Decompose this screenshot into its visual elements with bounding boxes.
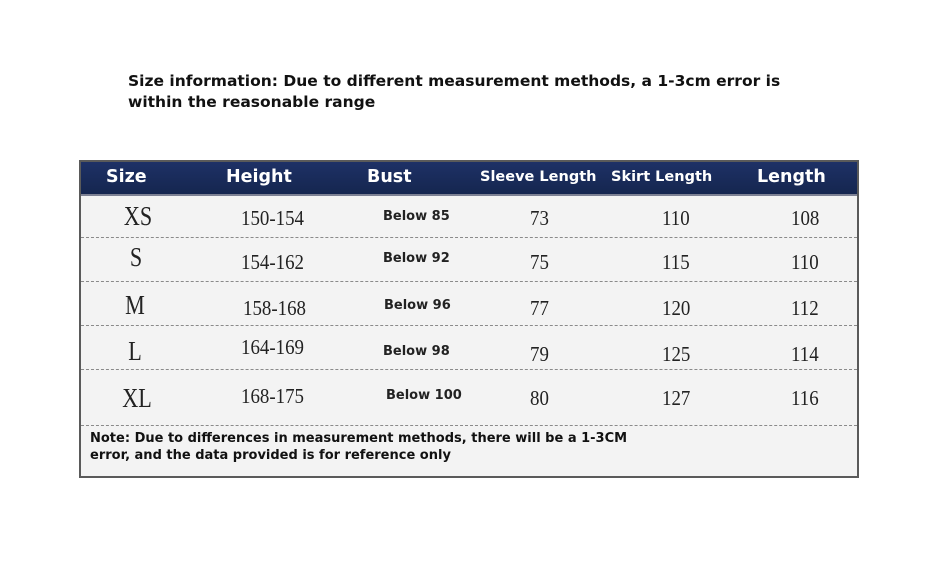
table-note: Note: Due to differences in measurement methods, there will be a 1-3CM error, and the data provided is for reference only <box>90 431 628 463</box>
length-cell: 114 <box>791 342 819 366</box>
bust-cell: Below 92 <box>383 251 450 266</box>
skirt-cell: 125 <box>662 342 691 366</box>
height-cell: 168-175 <box>241 384 304 408</box>
header-skirt-length: Skirt Length <box>611 169 713 185</box>
table-row <box>81 194 857 238</box>
size-cell: S <box>129 242 143 272</box>
size-info-heading: Size information: Due to different measurement methods, a 1-3cm error is within the reasonable range <box>128 72 781 111</box>
size-cell: M <box>125 290 145 320</box>
length-cell: 108 <box>791 206 820 230</box>
table-row <box>81 326 857 370</box>
header-bust: Bust <box>367 167 412 187</box>
size-cell: XS <box>123 201 153 231</box>
height-cell: 154-162 <box>241 250 304 274</box>
table-row <box>81 238 857 282</box>
sleeve-cell: 77 <box>530 296 549 320</box>
bust-cell: Below 100 <box>386 388 462 403</box>
skirt-cell: 115 <box>662 250 690 274</box>
sleeve-cell: 80 <box>530 386 549 410</box>
header-sleeve-length: Sleeve Length <box>480 169 597 185</box>
header-length: Length <box>757 167 826 187</box>
table-row <box>81 282 857 326</box>
bust-cell: Below 85 <box>383 209 450 224</box>
table-row <box>81 370 857 426</box>
height-cell: 164-169 <box>241 335 304 359</box>
header-height: Height <box>226 167 292 187</box>
table-header <box>81 162 857 196</box>
length-cell: 112 <box>791 296 819 320</box>
length-cell: 116 <box>791 386 819 410</box>
size-chart-table <box>79 160 859 478</box>
bust-cell: Below 96 <box>384 298 451 313</box>
header-size: Size <box>106 167 147 187</box>
skirt-cell: 120 <box>662 296 691 320</box>
height-cell: 158-168 <box>243 296 306 320</box>
skirt-cell: 110 <box>662 206 690 230</box>
sleeve-cell: 75 <box>530 250 549 274</box>
sleeve-cell: 79 <box>530 342 549 366</box>
skirt-cell: 127 <box>662 386 691 410</box>
sleeve-cell: 73 <box>530 206 549 230</box>
bust-cell: Below 98 <box>383 344 450 359</box>
size-cell: XL <box>122 383 152 413</box>
length-cell: 110 <box>791 250 819 274</box>
height-cell: 150-154 <box>241 206 304 230</box>
size-cell: L <box>128 336 142 366</box>
